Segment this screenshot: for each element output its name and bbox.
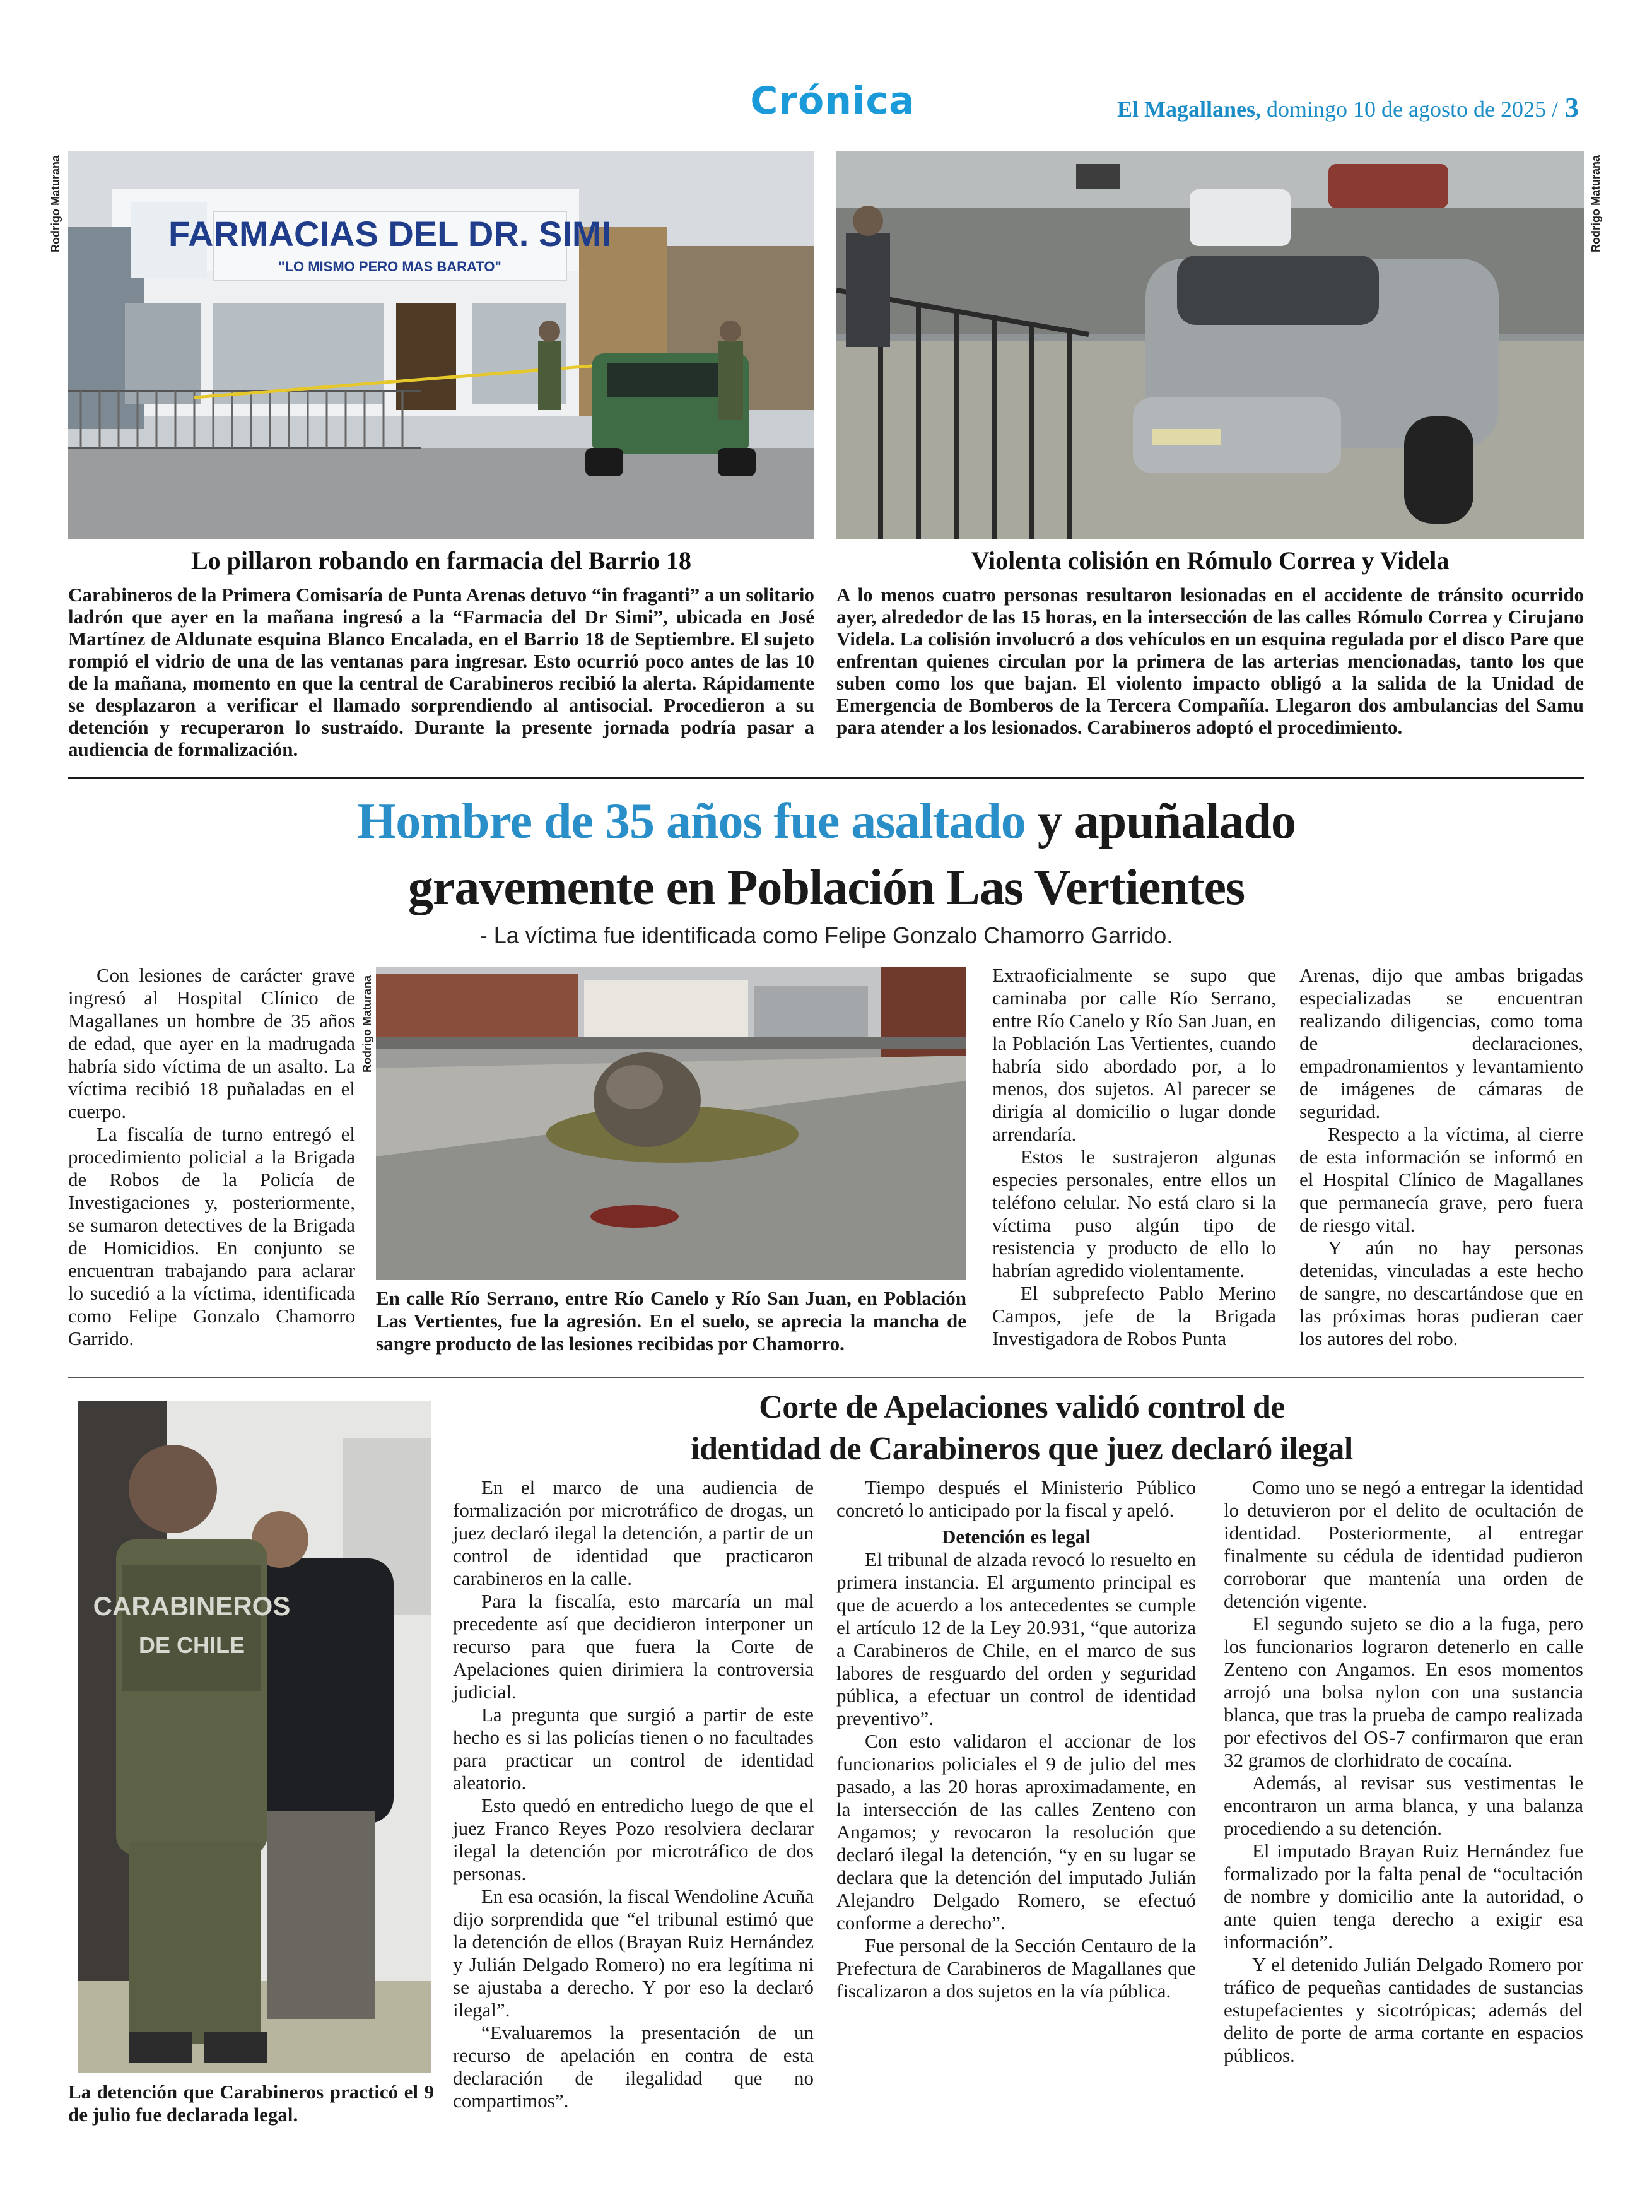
paragraph: Extraoficialmente se supo que caminaba por calle Río Serrano, entre Río Canelo y Río San Juan, en la Población Las Vertientes, cuando habría sido abordado por, a lo menos, dos sujetos. Al parecer se dirigía al domicilio o lugar donde arrendaría. [992, 964, 1276, 1145]
main-column-1 [68, 964, 355, 1350]
arrest-photo-caption: La detención que Carabineros practicó el 9 de julio fue declarada legal. [68, 2081, 434, 2126]
paragraph: El imputado Brayan Ruiz Hernández fue formalizado por la falta penal de “ocultación de nombre y domicilio ante la autoridad, o ante quien tenga derecho a exigir esa información”. [1224, 1840, 1583, 1953]
paragraph: Además, al revisar sus vestimentas le encontraron un arma blanca, y una balanza procediendo a su detención. [1224, 1772, 1583, 1839]
paragraph: En esa ocasión, la fiscal Wendoline Acuña dijo sorprendida que “el tribunal estimó que la detención de ellos (Brayan Ruiz Hernández y Julián Delgado Romero) no era legítima ni se ajustaba a derecho. Y por eso la declaró ilegal”. [453, 1885, 814, 2021]
paragraph: Con esto validaron el accionar de los funcionarios policiales el 9 de julio del mes pasado, a las 20 horas aproximadamente, en la intersección de las calles Zenteno con Angamos; y revocaron la resolución que declaró ilegal la detención, “y en su lugar se declara que la detención del imputado Julián Alejandro Delgado Romero, se efectuó conforme a derecho”. [836, 1730, 1196, 1934]
paragraph: El tribunal de alzada revocó lo resuelto en primera instancia. El argumento principal es que de acuerdo a los antecedentes se cumple el artículo 12 de la Ley 20.931, “que autoriza a Carabineros de Chile, en el marco de sus labores de resguardo del orden y seguridad pública, a efectuar un control de identidad preventivo”. [836, 1548, 1196, 1729]
paragraph: En el marco de una audiencia de formalización por microtráfico de drogas, un juez declaró ilegal la detención, a partir de un control de identidad que practicaron carabineros en la calle. [453, 1476, 814, 1589]
second-column-3 [1224, 1476, 1583, 2067]
street-photo [376, 967, 966, 1280]
brief1-body: Carabineros de la Primera Comisaría de Punta Arenas detuvo “in fraganti” a un solitario ladrón que ayer en la mañana ingresó a la “Farmacia del Dr Simi”, ubicada en José Martínez de Aldunate esquina Blanco Encalada, en el Barrio 18 de Septiembre. El sujeto rompió el vidrio de una de las ventanas para ingresar. Esto ocurrió poco antes de las 10 de la mañana, momento en que la central de Carabineros recibió la alerta. Rápidamente se desplazaron a verificar el llamado sorprendiendo al antisocial. Procedieron a su detención y recuperaron lo sustraído. Durante la presente jornada podría pasar a audiencia de formalización. [68, 584, 814, 760]
paragraph: “Evaluaremos la presentación de un recurso de apelación en contra de esta declaración de ilegalidad que no compartimos”. [453, 2021, 814, 2112]
folio [1117, 91, 1579, 124]
photo-credit: Rodrigo Maturana [1590, 155, 1602, 252]
paragraph: Y aún no hay personas detenidas, vinculadas a este hecho de sangre, no descartándose que en las próximas horas pudieran caer los autores del robo. [1299, 1237, 1583, 1350]
paragraph: Como uno se negó a entregar la identidad lo detuvieron por el delito de ocultación de identidad. Posteriormente, al entregar finalmente su cédula de identidad pudieron corroborar que mantenía una orden de detención vigente. [1224, 1476, 1583, 1612]
main-deck: - La víctima fue identificada como Felipe Gonzalo Chamorro Garrido. [479, 922, 1173, 948]
section-divider [68, 1377, 1584, 1378]
paragraph: La pregunta que surgió a partir de este hecho es si las policías tienen o no facultades para practicar un control de identidad aleatorio. [453, 1703, 814, 1794]
pharmacy-photo [68, 151, 814, 539]
brief2-title: Violenta colisión en Rómulo Correa y Videla [971, 546, 1450, 575]
paragraph: La fiscalía de turno entregó el procedimiento policial a la Brigada de Robos de la Policía de Investigaciones y, posteriormente, se sumaron detectives de la Brigada de Homicidios. En conjunto se encuentran trabajando para aclarar lo sucedió a la víctima, identificada como Felipe Gonzalo Chamorro Garrido. [68, 1123, 355, 1350]
main-headline-rest: y apuñalado [1025, 794, 1296, 849]
photo-credit: Rodrigo Maturana [49, 155, 62, 252]
paragraph: Esto quedó en entredicho luego de que el juez Franco Reyes Pozo resolviera declarar ilegal la detención por microtráfico de dos personas. [453, 1794, 814, 1885]
vest-text-2: DE CHILE [138, 1632, 245, 1658]
section-divider [68, 777, 1584, 779]
paragraph: Con lesiones de carácter grave ingresó al Hospital Clínico de Magallanes un hombre de 35 años de edad, que ayer en la madrugada habría sido víctima de un asalto. La víctima recibió 18 puñaladas en el cuerpo. [68, 964, 355, 1122]
collision-photo [836, 151, 1584, 539]
paragraph: El segundo sujeto se dio a la fuga, pero los funcionarios lograron detenerlo en calle Zenteno con Angamos. En esos momentos arrojó una bolsa nylon con una sustancia blanca, que tras la prueba de campo realizada por efectivos del OS-7 confirmaron que eran 32 gramos de clorhidrato de cocaína. [1224, 1613, 1583, 1771]
pharmacy-sign-text: FARMACIAS DEL DR. SIMI [168, 214, 612, 254]
issue-date: domingo 10 de agosto de 2025 / [1261, 97, 1558, 122]
main-headline-line2: gravemente en Población Las Vertientes [407, 860, 1245, 915]
brief1-title: Lo pillaron robando en farmacia del Barrio 18 [191, 546, 691, 575]
vest-text: CARABINEROS [93, 1591, 291, 1621]
paragraph: Tiempo después el Ministerio Público concretó lo anticipado por la fiscal y apeló. [836, 1476, 1196, 1521]
section-name: Crónica [750, 79, 915, 123]
main-column-3 [1299, 964, 1583, 1350]
arrest-photo [78, 1401, 431, 2073]
main-headline-highlight: Hombre de 35 años fue asaltado [357, 794, 1026, 849]
second-column-2 [836, 1476, 1196, 2003]
second-column-1 [453, 1476, 814, 2112]
paragraph: Arenas, dijo que ambas brigadas especializadas se encuentran realizando diligencias, como toma de declaraciones, empadronamientos y levantamiento de imágenes de cámaras de seguridad. [1299, 964, 1583, 1122]
paragraph: Estos le sustrajeron algunas especies personales, entre ellos un teléfono celular. No está claro si la víctima puso algún tipo de resistencia y producto de ello lo habrían agredido violentamente. [992, 1146, 1276, 1281]
newspaper-name: El Magallanes, [1117, 97, 1262, 122]
main-column-2 [992, 964, 1276, 1350]
paragraph: Para la fiscalía, esto marcaría un mal precedente así que decidieron interponer un recurso para que fuera la Corte de Apelaciones quien dirimiera la controversia judicial. [453, 1590, 814, 1703]
main-headline [126, 789, 1526, 855]
paragraph: El subprefecto Pablo Merino Campos, jefe de la Brigada Investigadora de Robos Punta [992, 1282, 1276, 1350]
main-photo-caption: En calle Río Serrano, entre Río Canelo y Río San Juan, en Población Las Vertientes, fue la agresión. En el suelo, se aprecia la mancha de sangre producto de las lesiones recibidas por Chamorro. [376, 1287, 966, 1355]
paragraph: Fue personal de la Sección Centauro de la Prefectura de Carabineros de Magallanes que fiscalizaron a dos sujetos en la vía pública. [836, 1934, 1196, 2002]
second-headline-line2: identidad de Carabineros que juez declaró ilegal [691, 1431, 1353, 1467]
subheading: Detención es legal [942, 1526, 1091, 1548]
photo-credit: Rodrigo Maturana [361, 975, 373, 1073]
page-number: 3 [1558, 92, 1579, 123]
paragraph: Y el detenido Julián Delgado Romero por tráfico de pequeñas cantidades de sustancias estupefacientes y sicotrópicas; además del delito de porte de arma cortante en espacios públicos. [1224, 1953, 1583, 2066]
brief2-body: A lo menos cuatro personas resultaron lesionadas en el accidente de tránsito ocurrido ayer, alrededor de las 15 horas, en la intersección de las calles Rómulo Correa y Cirujano Videla. La colisión involucró a dos vehículos en un esquina regulada por el disco Pare que enfrentan quienes circulan por la primera de las arterias mencionadas, tanto los que suben como los que bajan. El violento impacto obligó a la salida de la Unidad de Emergencia de Bomberos de la Tercera Compañía. Llegaron dos ambulancias del Samu para atender a los lesionados. Carabineros adoptó el procedimiento. [836, 584, 1584, 738]
paragraph: Respecto a la víctima, al cierre de esta información se informó en el Hospital Clínico de Magallanes que permanecía grave, pero fuera de riesgo vital. [1299, 1123, 1583, 1236]
second-headline: Corte de Apelaciones validó control de [759, 1389, 1285, 1425]
pharmacy-slogan-text: "LO MISMO PERO MAS BARATO" [278, 259, 501, 274]
